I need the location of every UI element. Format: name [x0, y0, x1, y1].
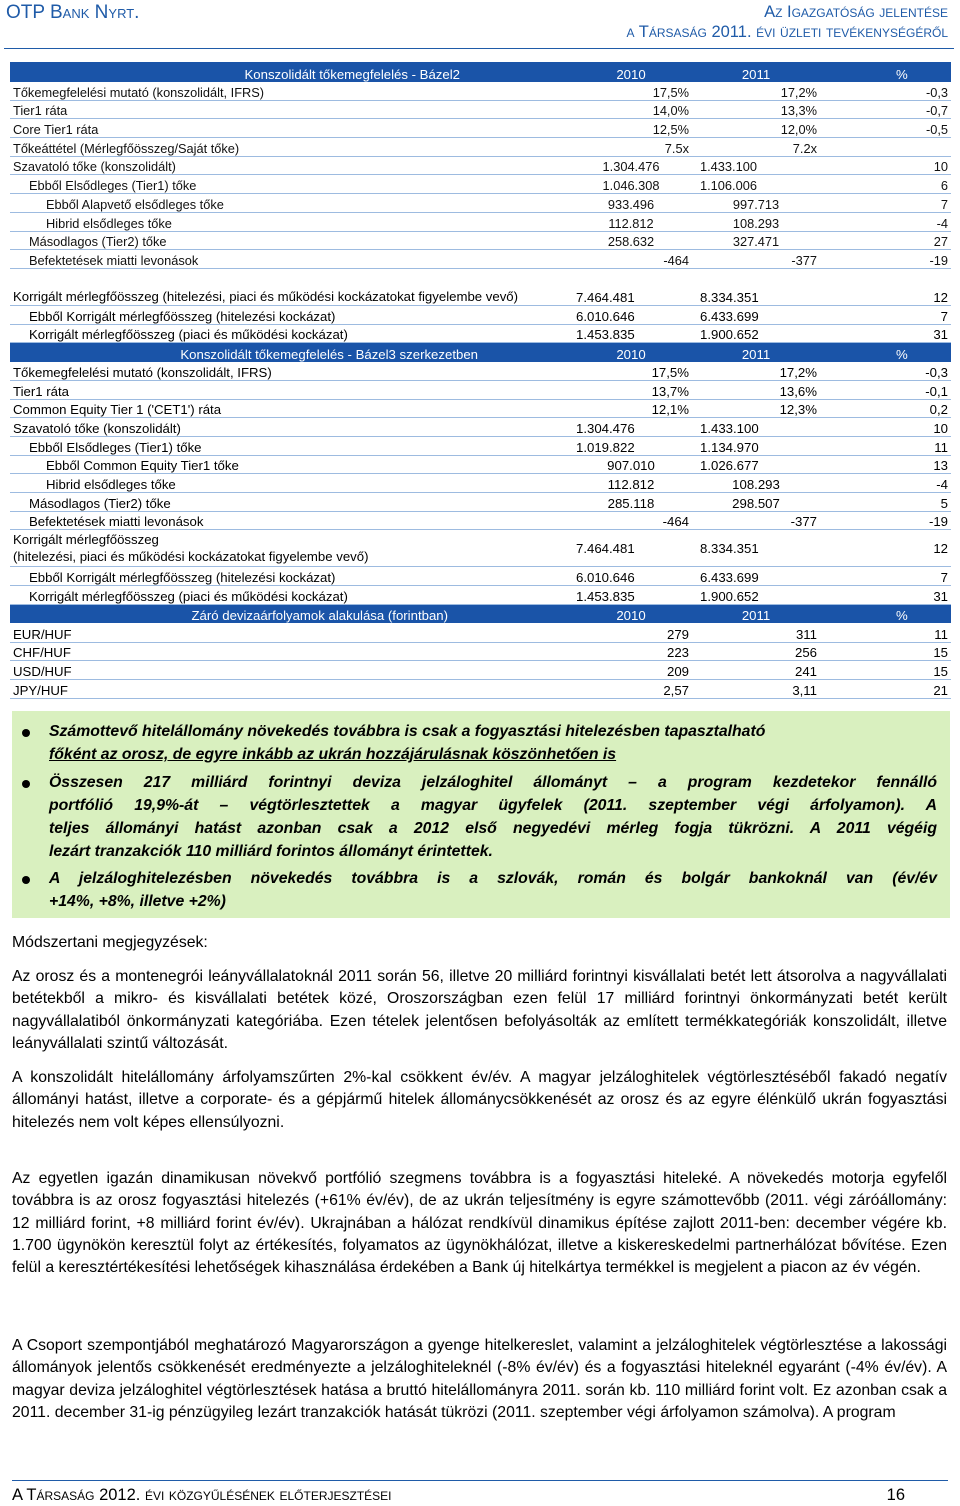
- table-row: Core Tier1 ráta 12,5% 12,0% -0,5: [10, 119, 951, 138]
- table-row: Ebből Common Equity Tier1 tőke 907.010 1.026.677 13: [10, 455, 951, 474]
- basel2-col-2011: 2011: [692, 63, 820, 82]
- report-title: [626, 2, 948, 42]
- basel3-col-2010: 2010: [570, 343, 692, 362]
- table-row: Befektetések miatti levonások -464 -377 -19: [10, 511, 951, 530]
- page-number: 16: [886, 1486, 905, 1504]
- table-row: Másodlagos (Tier2) tőke 258.632 327.471 27: [10, 231, 951, 250]
- table-row: Common Equity Tier 1 ('CET1') ráta 12,1% 12,3% 0,2: [10, 399, 951, 418]
- table-row: Tier1 ráta 14,0% 13,3% -0,7: [10, 100, 951, 119]
- table-row: Ebből Elsődleges (Tier1) tőke 1.046.308 1.106.006 6: [10, 175, 951, 194]
- table-row: Ebből Elsődleges (Tier1) tőke 1.019.822 1.134.970 11: [10, 437, 951, 456]
- footer-divider: [12, 1480, 948, 1481]
- basel3-col-pct: %: [820, 343, 951, 362]
- table-row: Korrigált mérlegfőösszeg (hitelezési, piaci és működési kockázatokat figyelembe vevő) 7.464.481 8.334.351 12: [10, 268, 951, 305]
- table-row: Ebből Alapvető elsődleges tőke 933.496 997.713 7: [10, 194, 951, 213]
- bullet-icon: [22, 876, 30, 884]
- fx-header-row: [10, 604, 951, 623]
- table-row: Korrigált mérlegfőösszeg (piaci és működési kockázat) 1.453.835 1.900.652 31: [10, 324, 951, 343]
- basel3-title: Konszolidált tőkemegfelelés - Bázel3 szerkezetben: [10, 343, 570, 362]
- table-row: Tőkemegfelelési mutató (konszolidált, IFRS) 17,5% 17,2% -0,3: [10, 362, 951, 381]
- fx-title: Záró devizaárfolyamok alakulása (forintban): [10, 604, 570, 623]
- report-title-line2: a Társaság 2011. évi üzleti tevékenységéről: [626, 23, 948, 41]
- table-row: Tőkemegfelelési mutató (konszolidált, IFRS) 17,5% 17,2% -0,3: [10, 82, 951, 101]
- paragraph-2: A konszolidált hitelállomány árfolyamszűrten 2%-kal csökkent év/év. A magyar jelzáloghitelek végtörlesztéséből fakadó negatív állományi hatást, illetve a corporate- és a gépjármű hitelek állománycsökkenését az orosz és az egyre élénkülő ukrán fogyasztási hitelezés nem volt képes ellensúlyozni.: [12, 1069, 947, 1131]
- table-row: Korrigált mérlegfőösszeg (piaci és működési kockázat) 1.453.835 1.900.652 31: [10, 586, 951, 605]
- methodology-heading: Módszertani megjegyzések:: [12, 934, 208, 951]
- basel3-col-2011: 2011: [692, 343, 820, 362]
- paragraph-1: Az orosz és a montenegrói leányvállalatoknál 2011 során 56, illetve 20 milliárd forintnyi kisvállalati betét lett átsorolva a nagyvállalati betétekből a mikro- és kisvállalati betétek közé, Oroszországban ezen felül 17 milliárd forintnyi önkormányzati betét került nagyvállalatiból önkormányzati kategóriába. Ezen tételek jelentősen befolyásolták az említett termékkategóriák konszolidált, illetve leányvállalati szintű változását.: [12, 968, 947, 1052]
- page-header: [0, 0, 960, 56]
- table-row: Másodlagos (Tier2) tőke 285.118 298.507 5: [10, 493, 951, 512]
- table-row: Szavatoló tőke (konszolidált) 1.304.476 1.433.100 10: [10, 156, 951, 175]
- fx-col-2010: 2010: [570, 604, 692, 623]
- bullet-icon: [22, 780, 30, 788]
- table-row: Szavatoló tőke (konszolidált) 1.304.476 1.433.100 10: [10, 418, 951, 437]
- table-row: Hibrid elsődleges tőke 112.812 108.293 -4: [10, 474, 951, 493]
- report-title-line1: Az Igazgatóság jelentése: [764, 3, 948, 21]
- table-row: Hibrid elsődleges tőke 112.812 108.293 -4: [10, 212, 951, 231]
- bullet-icon: [22, 729, 30, 737]
- fx-col-pct: %: [820, 604, 951, 623]
- basel2-title: Konszolidált tőkemegfelelés - Bázel2: [10, 63, 570, 82]
- header-divider: [4, 48, 954, 49]
- company-name: OTP Bank Nyrt.: [6, 2, 140, 23]
- table-row: JPY/HUF 2,57 3,11 21: [10, 679, 951, 698]
- table-row: Tőkeáttétel (Mérlegfőösszeg/Saját tőke) 7.5x 7.2x: [10, 138, 951, 157]
- basel2-col-2010: 2010: [570, 63, 692, 82]
- row-label-line1: Korrigált mérlegfőösszeg: [13, 532, 159, 548]
- paragraph-4: A Csoport szempontjából meghatározó Magyarországon a gyenge hitelkereslet, valamint a jelzáloghitelek végtörlesztése a lakossági állományok jelentős csökkenését eredményezte a jelzáloghiteleknél (-8% év/év) és a fogyasztási hiteleknél egyaránt (-4% év/év). A magyar deviza jelzáloghitel végtörlesztések hatása a bruttó hitelállományra 2011. során kb. 110 milliárd forint volt. Ez azonban csak a 2011. december 31-ig pénzügyileg lezárt tranzakciók hatását tükrözi (2011. szeptember végi árfolyamon számolva). A program: [12, 1337, 947, 1421]
- table-row: EUR/HUF 279 311 11: [10, 623, 951, 642]
- fx-col-2011: 2011: [692, 604, 820, 623]
- row-label-line2: (hitelezési, piaci és működési kockázatokat figyelembe vevő): [13, 549, 369, 565]
- capital-adequacy-table: [10, 62, 951, 699]
- table-row: USD/HUF 209 241 15: [10, 661, 951, 680]
- table-row: Tier1 ráta 13,7% 13,6% -0,1: [10, 380, 951, 399]
- paragraph-3: Az egyetlen igazán dinamikusan növekvő portfólió szegmens továbbra is a fogyasztási hiteleké. A növekedés motorja egyfelől továbbra is az orosz fogyasztási hitelezés (+61% év/év), de az ukrán teljesítmény is egyre számottevőbb (2011. végi záróállomány: 12 milliárd forint, +8 milliárd forint év/év). Ukrajnában a hálózat rendkívül dinamikus építése zajlott 2011-ben: december végére kb. 1.700 ügynökön keresztül folyt az értékesítés, folyamatos az ügynökhálózat, illetve a kiskereskedelmi partnerhálózat bővítése. Ezen felül a keresztértékesítési lehetőségek kihasználása érdekében a Bank új hitelkártya termékkel is megjelent a piacon az év végén.: [12, 1170, 947, 1277]
- table-row: Befektetések miatti levonások -464 -377 -19: [10, 250, 951, 269]
- table-row: Ebből Korrigált mérlegfőösszeg (hitelezési kockázat) 6.010.646 6.433.699 7: [10, 567, 951, 586]
- table-row: CHF/HUF 223 256 15: [10, 642, 951, 661]
- basel2-header-row: [10, 63, 951, 82]
- footer-title: A Társaság 2012. évi közgyűlésének előterjesztései: [12, 1486, 392, 1504]
- basel3-header-row: [10, 343, 951, 362]
- table-row: Ebből Korrigált mérlegfőösszeg (hitelezési kockázat) 6.010.646 6.433.699 7: [10, 305, 951, 324]
- basel2-col-pct: %: [820, 63, 951, 82]
- table-row: Korrigált mérlegfőösszeg (hitelezési, piaci és működési kockázatokat figyelembe vevő) 7.464.481 8.334.351 12: [10, 530, 951, 567]
